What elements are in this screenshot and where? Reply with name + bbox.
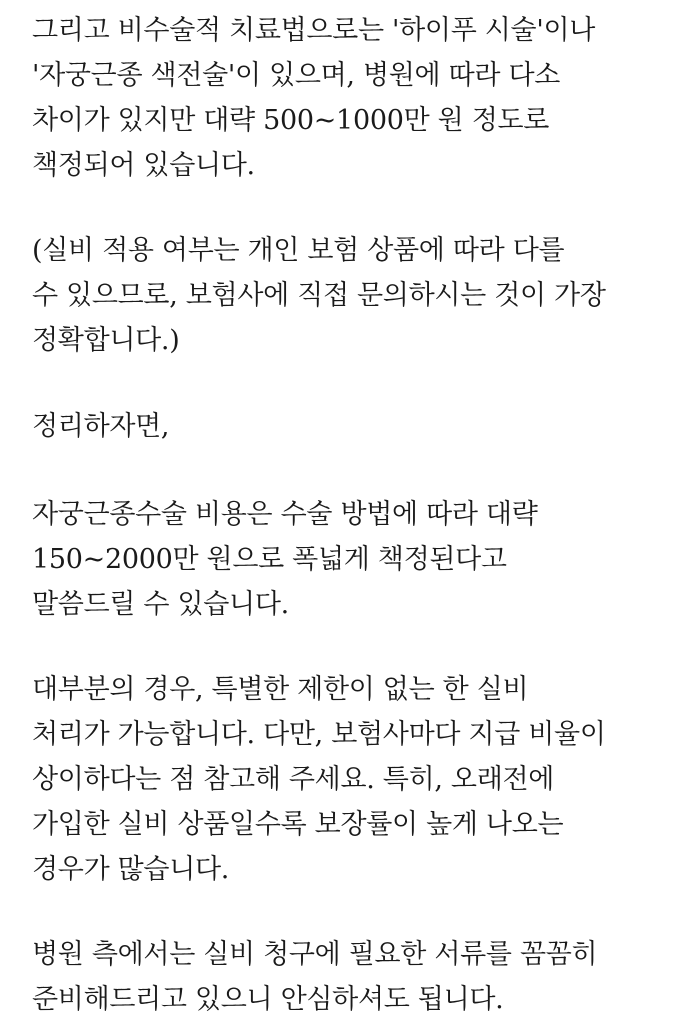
text-line: 준비해드리고 있으니 안심하셔도 됩니다.	[32, 984, 504, 1015]
text-line: (실비 적용 여부는 개인 보험 상품에 따라 다를	[32, 235, 565, 266]
text-line: 경우가 많습니다.	[32, 854, 230, 885]
text-line: 차이가 있지만 대략 500~1000만 원 정도로	[32, 105, 550, 136]
paragraph-summary-intro	[32, 404, 169, 449]
paragraph-insurance-note	[32, 228, 606, 363]
paragraph-cost-summary	[32, 492, 538, 627]
text-line: 150~2000만 원으로 폭넓게 책정된다고	[32, 544, 507, 575]
text-line: 책정되어 있습니다.	[32, 150, 255, 181]
text-line: 병원 측에서는 실비 청구에 필요한 서류를 꼼꼼히	[32, 939, 598, 970]
text-line: 그리고 비수술적 치료법으로는 '하이푸 시술'이나	[32, 15, 596, 46]
paragraph-non-surgical-treatment	[32, 8, 595, 188]
text-line: 정리하자면,	[32, 411, 170, 442]
text-line: 말씀드릴 수 있습니다.	[32, 589, 289, 620]
paragraph-hospital-documents	[32, 932, 597, 1022]
text-line: 대부분의 경우, 특별한 제한이 없는 한 실비	[32, 674, 529, 705]
text-line: 상이하다는 점 참고해 주세요. 특히, 오래전에	[32, 764, 555, 795]
paragraph-insurance-coverage	[32, 667, 606, 892]
text-line: 정확합니다.)	[32, 325, 180, 356]
text-line: '자궁근종 색전술'이 있으며, 병원에 따라 다소	[32, 60, 561, 91]
text-line: 가입한 실비 상품일수록 보장률이 높게 나오는	[32, 809, 564, 840]
text-line: 수 있으므로, 보험사에 직접 문의하시는 것이 가장	[32, 280, 606, 311]
text-line: 자궁근종수술 비용은 수술 방법에 따라 대략	[32, 499, 538, 530]
text-line: 처리가 가능합니다. 다만, 보험사마다 지급 비율이	[32, 719, 606, 750]
